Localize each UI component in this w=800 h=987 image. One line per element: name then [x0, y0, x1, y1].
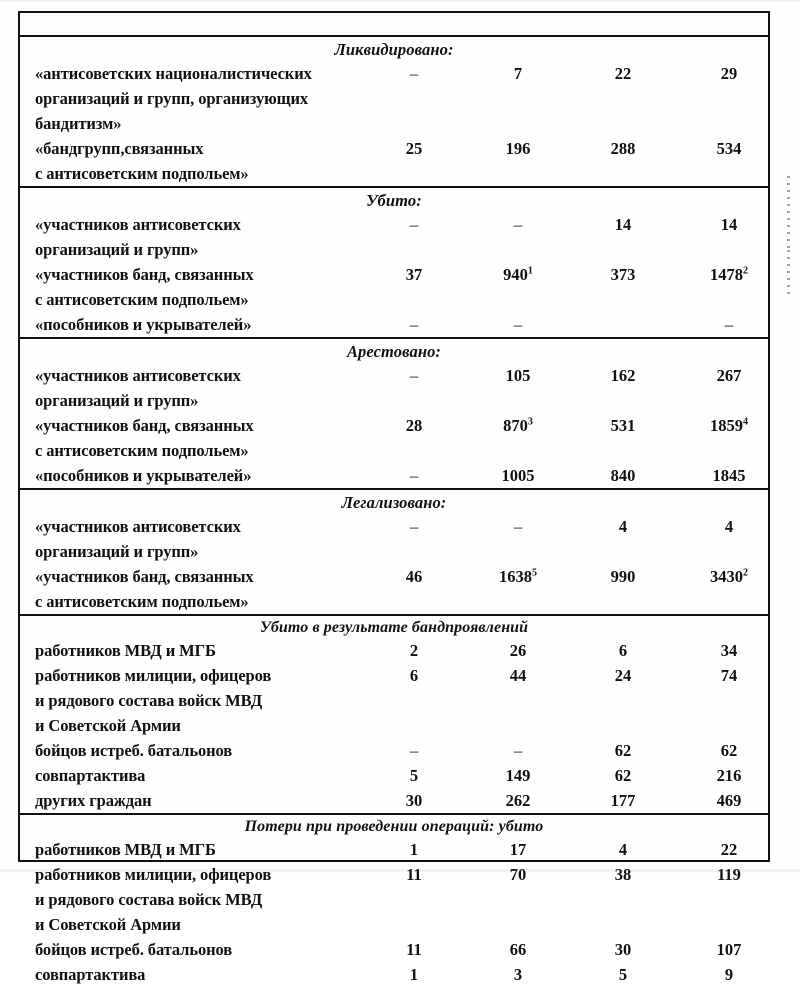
cell-value: 288: [610, 139, 636, 158]
table-cell: [475, 363, 561, 388]
row-label: работников милиции, офицеров: [35, 865, 272, 884]
table-row: [20, 237, 768, 262]
empty-value-dash: –: [724, 315, 734, 334]
table-cell: [686, 363, 772, 388]
empty-value-dash: –: [513, 215, 523, 234]
table-row: [20, 463, 768, 488]
cell-value: 1845: [712, 466, 746, 485]
table-cell: [580, 788, 666, 813]
row-label: совпартактива: [35, 965, 146, 984]
cell-value: 5: [409, 766, 419, 785]
table-cell: [580, 862, 666, 887]
table-cell: [686, 738, 772, 763]
empty-value-dash: –: [409, 64, 419, 83]
table-cell: [580, 61, 666, 86]
table-cell: [686, 788, 772, 813]
column-header-3: [580, 30, 666, 34]
section-title: Легализовано:: [341, 493, 447, 512]
table-section: [20, 490, 768, 616]
cell-value: 107: [716, 940, 742, 959]
table-row: [20, 363, 768, 388]
table-cell: [475, 763, 561, 788]
cell-value: 66: [509, 940, 527, 959]
table-cell: [371, 312, 457, 337]
cell-value: 62: [720, 741, 738, 760]
table-cell: [371, 463, 457, 488]
table-cell: [686, 763, 772, 788]
row-label: «участников банд, связанных: [35, 416, 254, 435]
cell-value: 22: [720, 840, 738, 859]
row-label: работников милиции, офицеров: [35, 666, 272, 685]
table-cell: [475, 463, 561, 488]
table-cell: [580, 564, 666, 589]
row-label: «участников банд, связанных: [35, 567, 254, 586]
table-row: [20, 136, 768, 161]
cell-value: 4: [724, 517, 734, 536]
table-row: [20, 763, 768, 788]
row-label: бойцов истреб. батальонов: [35, 940, 233, 959]
row-label: организаций и групп»: [35, 542, 199, 561]
table-row: [20, 937, 768, 962]
table-cell: [686, 862, 772, 887]
cell-value: 1: [409, 840, 419, 859]
cell-value: 267: [716, 366, 742, 385]
table-cell: [371, 413, 457, 438]
table-row: [20, 713, 768, 738]
table-row: [20, 413, 768, 438]
cell-value: 534: [716, 139, 742, 158]
cell-value: 3: [513, 965, 523, 984]
table-cell: [580, 638, 666, 663]
row-label: других граждан: [35, 791, 152, 810]
table-cell: [686, 514, 772, 539]
cell-value: 46: [405, 567, 423, 586]
table-cell: [475, 514, 561, 539]
cell-value: 9: [724, 965, 734, 984]
empty-value-dash: –: [409, 466, 419, 485]
table-cell: [475, 638, 561, 663]
table-cell: [686, 262, 772, 287]
row-label: работников МВД и МГБ: [35, 840, 216, 859]
cell-value: 26: [509, 641, 527, 660]
cell-value: 149: [505, 766, 531, 785]
cell-value: 11: [406, 940, 422, 959]
table-cell: [686, 663, 772, 688]
section-title: Арестовано:: [346, 342, 442, 361]
footnote-marker: 5: [532, 567, 537, 579]
row-label: с антисоветским подпольем»: [35, 290, 249, 309]
cell-value: 1005: [501, 466, 535, 485]
table-cell: [371, 564, 457, 589]
table-cell: [580, 763, 666, 788]
table-cell: [475, 564, 561, 589]
cell-value: 2: [409, 641, 419, 660]
table-cell: [686, 312, 772, 337]
cell-value: 840: [610, 466, 636, 485]
cell-value: 105: [505, 366, 531, 385]
table-cell: [686, 937, 772, 962]
cell-value: 196: [505, 139, 531, 158]
cell-value: 14: [720, 215, 738, 234]
row-label: и рядового состава войск МВД: [35, 691, 263, 710]
table-cell: [580, 463, 666, 488]
table-cell: [475, 962, 561, 987]
row-label: с антисоветским подпольем»: [35, 164, 249, 183]
table-cell: [580, 212, 666, 237]
table-cell: [580, 363, 666, 388]
cell-value: 1638: [499, 567, 532, 586]
column-header-2: [475, 30, 561, 34]
cell-value: 4: [618, 517, 628, 536]
cell-value: 7: [513, 64, 523, 83]
table-cell: [475, 788, 561, 813]
scan-artifact-upper: [787, 176, 790, 248]
table-cell: [580, 514, 666, 539]
cell-value: 37: [405, 265, 423, 284]
table-row: [20, 61, 768, 86]
cell-value: 469: [716, 791, 742, 810]
table-row: [20, 564, 768, 589]
table-row: [20, 388, 768, 413]
table-cell: [686, 212, 772, 237]
table-cell: [580, 962, 666, 987]
cell-value: 216: [716, 766, 742, 785]
cell-value: 262: [505, 791, 531, 810]
section-title: Потери при проведении операций: убито: [244, 818, 544, 835]
cell-value: 870: [503, 416, 528, 435]
row-label: «пособников и укрывателей»: [35, 315, 252, 334]
table-section: [20, 339, 768, 490]
cell-value: 70: [509, 865, 527, 884]
empty-value-dash: –: [409, 741, 419, 760]
table-section: [20, 188, 768, 339]
table-header-row: [20, 13, 768, 37]
table-cell: [371, 61, 457, 86]
table-cell: [475, 738, 561, 763]
row-label: и Советской Армии: [35, 716, 181, 735]
table-cell: [580, 937, 666, 962]
cell-value: 28: [405, 416, 423, 435]
cell-value: 11: [406, 865, 422, 884]
table-row: [20, 161, 768, 186]
table-cell: [371, 638, 457, 663]
table-cell: [475, 312, 561, 337]
empty-value-dash: –: [409, 517, 419, 536]
table-cell: [686, 413, 772, 438]
cell-value: 24: [614, 666, 632, 685]
table-cell: [371, 962, 457, 987]
table-cell: [475, 837, 561, 862]
cell-value: 1478: [710, 265, 743, 284]
cell-value: 1: [409, 965, 419, 984]
table-cell: [371, 862, 457, 887]
row-label: организаций и групп»: [35, 391, 199, 410]
table-section: [20, 616, 768, 815]
table-cell: [475, 663, 561, 688]
cell-value: 44: [509, 666, 527, 685]
row-label: с антисоветским подпольем»: [35, 441, 249, 460]
table-cell: [371, 262, 457, 287]
empty-value-dash: –: [409, 215, 419, 234]
empty-value-dash: –: [513, 517, 523, 536]
cell-value: 6: [409, 666, 419, 685]
scan-edge-top: [0, 0, 800, 2]
row-label: организаций и групп»: [35, 240, 199, 259]
row-label: «участников антисоветских: [35, 517, 241, 536]
table-row: [20, 738, 768, 763]
table-row: [20, 539, 768, 564]
table-row: [20, 688, 768, 713]
table-row: [20, 663, 768, 688]
table-row: [20, 912, 768, 937]
column-header-1: [371, 30, 457, 34]
row-label: «пособников и укрывателей»: [35, 466, 252, 485]
cell-value: 25: [405, 139, 423, 158]
cell-value: 119: [717, 865, 741, 884]
row-label: «антисоветских националистических: [35, 64, 312, 83]
table-cell: [371, 136, 457, 161]
cell-value: 74: [720, 666, 738, 685]
cell-value: 62: [614, 766, 632, 785]
cell-value: 373: [610, 265, 636, 284]
table-cell: [580, 663, 666, 688]
section-title: Ликвидировано:: [334, 40, 454, 59]
empty-value-dash: –: [513, 315, 523, 334]
table-row: [20, 962, 768, 987]
row-label: и рядового состава войск МВД: [35, 890, 263, 909]
table-section: [20, 815, 768, 987]
statistics-table: [18, 11, 770, 984]
table-cell: [475, 262, 561, 287]
table-cell: [580, 837, 666, 862]
table-section: [20, 37, 768, 188]
table-row: [20, 788, 768, 813]
table-cell: [371, 763, 457, 788]
cell-value: 3430: [710, 567, 743, 586]
table-row: [20, 589, 768, 614]
scan-artifact-lower: [787, 250, 790, 298]
row-label: и Советской Армии: [35, 915, 181, 934]
column-header-4: [686, 30, 772, 34]
table-row: [20, 212, 768, 237]
table-cell: [686, 463, 772, 488]
footnote-marker: 2: [743, 265, 748, 277]
table-row: [20, 514, 768, 539]
row-label: совпартактива: [35, 766, 146, 785]
row-label: организаций и групп, организующих: [35, 89, 309, 108]
cell-value: 990: [610, 567, 636, 586]
row-label: бандитизм»: [35, 114, 122, 133]
table-row: [20, 86, 768, 111]
row-label: с антисоветским подпольем»: [35, 592, 249, 611]
table-cell: [371, 212, 457, 237]
table-cell: [371, 837, 457, 862]
cell-value: 62: [614, 741, 632, 760]
cell-value: 29: [720, 64, 738, 83]
table-row: [20, 837, 768, 862]
empty-value-dash: –: [409, 366, 419, 385]
table-cell: [475, 862, 561, 887]
cell-value: 38: [614, 865, 632, 884]
table-cell: [475, 212, 561, 237]
table-cell: [686, 837, 772, 862]
table-cell: [475, 61, 561, 86]
table-row: [20, 438, 768, 463]
table-cell: [580, 136, 666, 161]
table-row: [20, 287, 768, 312]
table-row: [20, 887, 768, 912]
empty-value-dash: –: [409, 315, 419, 334]
row-label: работников МВД и МГБ: [35, 641, 216, 660]
footnote-marker: 1: [527, 265, 533, 277]
footnote-marker: 4: [743, 416, 748, 428]
cell-value: 940: [503, 265, 528, 284]
table-cell: [580, 262, 666, 287]
cell-value: 6: [618, 641, 628, 660]
table-cell: [371, 363, 457, 388]
table-body: [20, 37, 768, 987]
table-cell: [371, 663, 457, 688]
row-label: «участников антисоветских: [35, 215, 241, 234]
table-cell: [371, 738, 457, 763]
row-label: «участников антисоветских: [35, 366, 241, 385]
cell-value: 22: [614, 64, 632, 83]
table-cell: [686, 564, 772, 589]
cell-value: 14: [614, 215, 632, 234]
table-cell: [686, 61, 772, 86]
table-row: [20, 262, 768, 287]
cell-value: 17: [509, 840, 527, 859]
empty-value-dash: –: [513, 741, 523, 760]
table-cell: [686, 136, 772, 161]
section-title: Убито:: [366, 191, 422, 210]
footnote-marker: 2: [743, 567, 748, 579]
table-cell: [371, 937, 457, 962]
table-row: [20, 638, 768, 663]
section-title: Убито в результате бандпроявлений: [259, 619, 529, 636]
table-row: [20, 111, 768, 136]
table-cell: [475, 413, 561, 438]
table-cell: [580, 413, 666, 438]
table-cell: [686, 638, 772, 663]
cell-value: 5: [618, 965, 628, 984]
table-cell: [475, 136, 561, 161]
row-label: бойцов истреб. батальонов: [35, 741, 233, 760]
row-label: «бандгрупп,связанных: [35, 139, 204, 158]
footnote-marker: 3: [527, 416, 533, 428]
table-row: [20, 862, 768, 887]
cell-value: 30: [614, 940, 632, 959]
cell-value: 30: [405, 791, 423, 810]
cell-value: 34: [720, 641, 738, 660]
cell-value: 4: [618, 840, 628, 859]
table-cell: [580, 738, 666, 763]
table-cell: [686, 962, 772, 987]
row-label: «участников банд, связанных: [35, 265, 254, 284]
table-row: [20, 312, 768, 337]
table-cell: [475, 937, 561, 962]
cell-value: 177: [610, 791, 636, 810]
table-cell: [371, 788, 457, 813]
cell-value: 162: [610, 366, 636, 385]
cell-value: 531: [610, 416, 636, 435]
cell-value: 1859: [710, 416, 743, 435]
table-cell: [371, 514, 457, 539]
